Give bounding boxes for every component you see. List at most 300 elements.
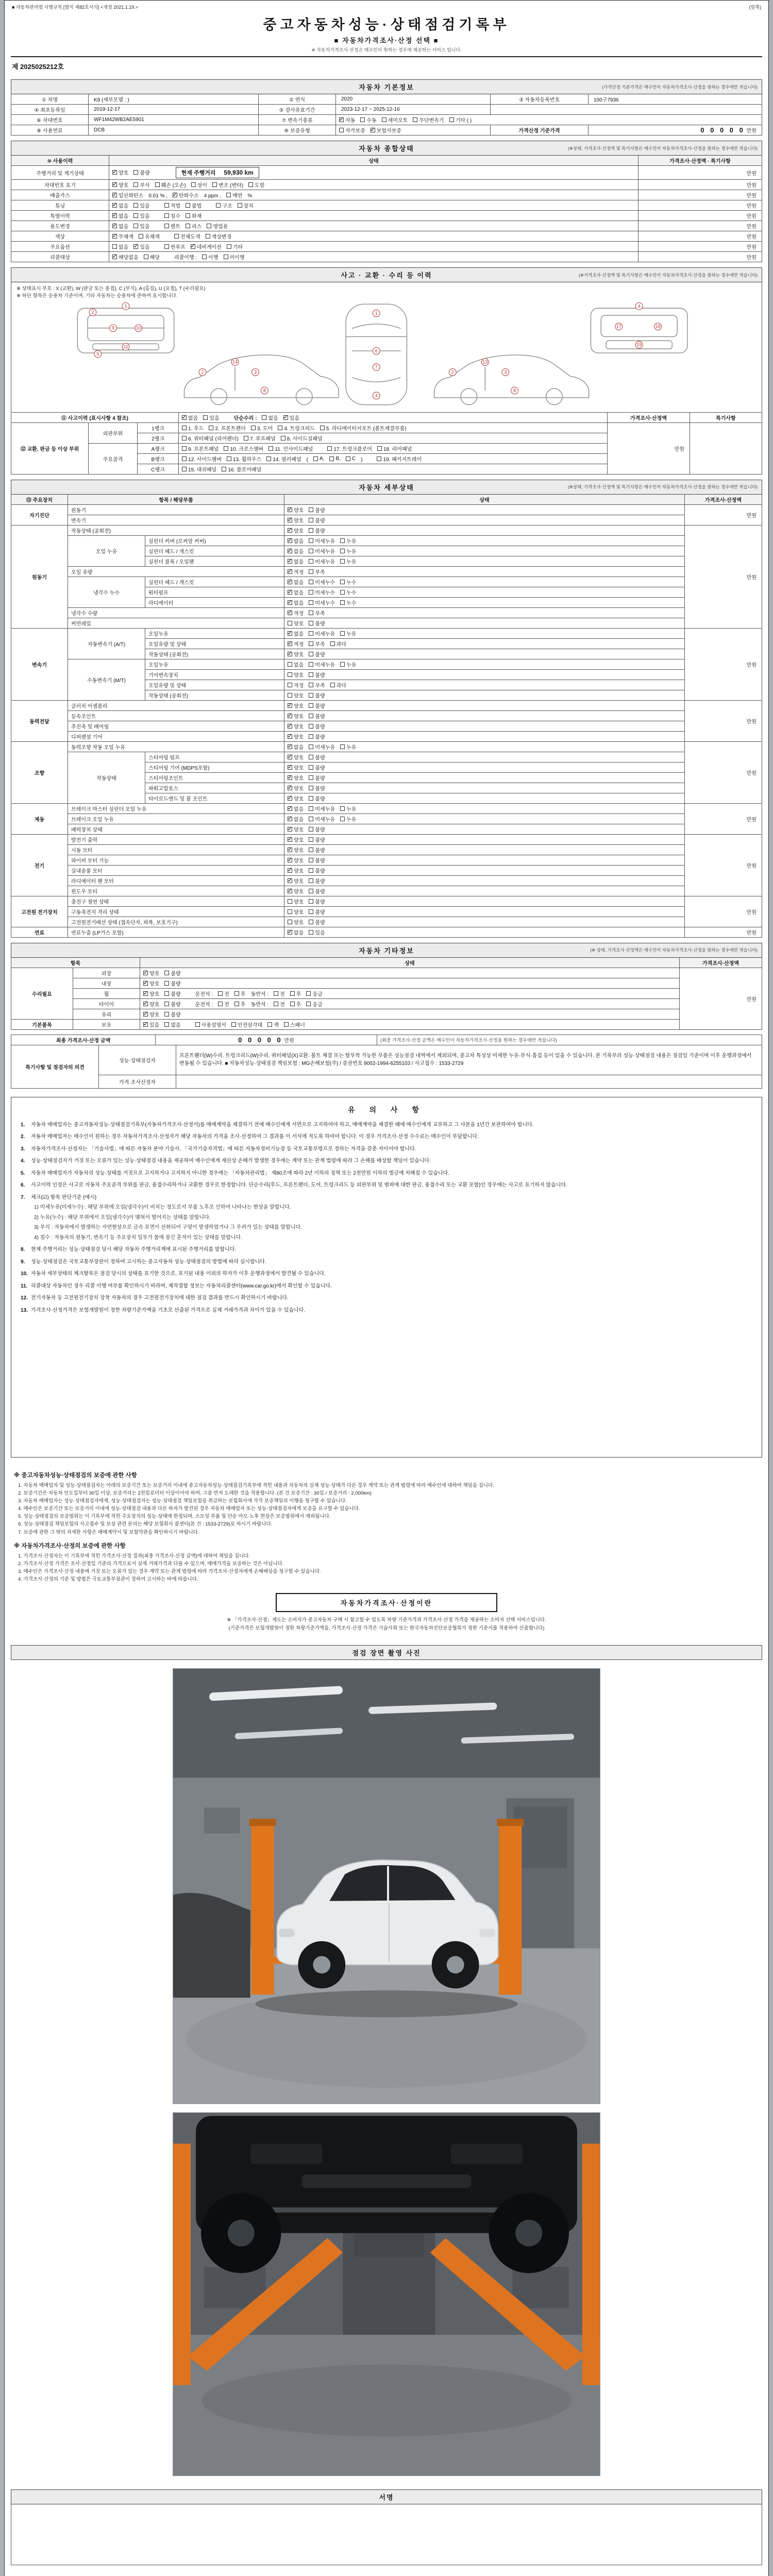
usage-item-label: 특별이력 bbox=[11, 211, 109, 221]
checkbox-option[interactable] bbox=[112, 181, 128, 189]
checkbox-option[interactable] bbox=[288, 702, 304, 709]
checkbox-label: 양호 bbox=[294, 920, 304, 926]
checkbox-option[interactable] bbox=[309, 506, 325, 514]
notice-item bbox=[21, 1194, 752, 1202]
notice-item bbox=[21, 1121, 752, 1129]
notice-item-number: 12. bbox=[21, 1295, 28, 1301]
checkbox-option[interactable] bbox=[182, 465, 216, 473]
checkbox-label: 수동 bbox=[366, 118, 377, 124]
checkbox-option[interactable] bbox=[339, 126, 365, 134]
usage-item-state bbox=[109, 221, 638, 231]
checkbox-option[interactable] bbox=[288, 527, 304, 534]
checkbox-option[interactable] bbox=[327, 445, 372, 452]
checkbox-option[interactable] bbox=[143, 969, 159, 977]
checkbox-option[interactable] bbox=[382, 116, 408, 124]
checkbox-option[interactable] bbox=[224, 253, 245, 261]
checkbox-option[interactable] bbox=[164, 1021, 180, 1028]
checkbox-option[interactable] bbox=[182, 414, 198, 421]
checkbox-option[interactable] bbox=[209, 424, 245, 432]
checkbox-option[interactable] bbox=[288, 753, 304, 761]
checkbox-option[interactable] bbox=[288, 794, 304, 802]
checkbox-option[interactable] bbox=[195, 1021, 226, 1028]
checkbox-label: 미세누유 bbox=[315, 538, 335, 545]
checkbox-option[interactable] bbox=[360, 116, 376, 124]
checkbox-option[interactable] bbox=[309, 568, 325, 575]
checkbox-option[interactable] bbox=[309, 691, 325, 699]
price-cell: 만원 bbox=[638, 190, 762, 200]
other-price-column-header: 가격조사·산정액 bbox=[680, 957, 762, 968]
checkbox-box bbox=[133, 224, 138, 228]
checkbox-option[interactable] bbox=[309, 743, 335, 751]
checkbox-option[interactable] bbox=[309, 578, 335, 586]
checkbox-option[interactable] bbox=[186, 201, 201, 209]
checkbox-option[interactable] bbox=[227, 243, 243, 250]
checkbox-option[interactable] bbox=[306, 1000, 322, 1008]
checkbox-option[interactable] bbox=[164, 1010, 180, 1018]
checkbox-label: 양호 bbox=[294, 868, 304, 874]
item-label: 작동상태 (공회전) bbox=[68, 525, 284, 535]
detail-row bbox=[11, 803, 762, 814]
checkbox-option[interactable] bbox=[288, 815, 304, 823]
checkbox-option[interactable] bbox=[309, 836, 325, 843]
rank-parts-state bbox=[179, 433, 608, 443]
checkbox-option[interactable] bbox=[413, 116, 444, 124]
checkbox-option[interactable] bbox=[133, 212, 149, 219]
checkbox-option[interactable] bbox=[164, 222, 180, 230]
checkbox-option[interactable] bbox=[133, 181, 149, 189]
checkbox-option[interactable] bbox=[288, 516, 304, 524]
checkbox-option[interactable] bbox=[288, 836, 304, 843]
checkbox-option[interactable] bbox=[226, 191, 242, 199]
checkbox-option[interactable] bbox=[313, 456, 324, 462]
checkbox-option[interactable] bbox=[309, 784, 325, 792]
checkbox-label: 양호 bbox=[149, 1012, 160, 1018]
other-item-state bbox=[140, 988, 680, 998]
checkbox-box bbox=[309, 507, 313, 512]
checkbox-option[interactable] bbox=[309, 609, 325, 617]
checkbox-option[interactable] bbox=[288, 846, 304, 854]
checkbox-option[interactable] bbox=[155, 181, 186, 189]
checkbox-option[interactable] bbox=[288, 588, 304, 596]
basic-items-label: 기본품목 bbox=[11, 1019, 73, 1029]
checkbox-box bbox=[288, 909, 292, 914]
checkbox-option[interactable] bbox=[309, 557, 335, 565]
checkbox-option[interactable] bbox=[278, 424, 314, 432]
checkbox-option[interactable] bbox=[329, 456, 340, 462]
checkbox-option[interactable] bbox=[309, 537, 335, 545]
checkbox-option[interactable] bbox=[143, 1000, 159, 1008]
checkbox-option[interactable] bbox=[288, 856, 304, 864]
checkbox-option[interactable] bbox=[133, 243, 149, 250]
checkbox-option[interactable] bbox=[306, 990, 322, 997]
final-price-unit: 만원 bbox=[284, 1038, 294, 1044]
checkbox-option[interactable] bbox=[309, 897, 325, 905]
checkbox-option[interactable] bbox=[231, 1021, 262, 1028]
checkbox-box bbox=[309, 621, 313, 625]
checkbox-option[interactable] bbox=[330, 640, 346, 648]
photos-area bbox=[11, 1668, 762, 2476]
item-label: 라디에이터 bbox=[145, 597, 284, 607]
checkbox-option[interactable] bbox=[340, 630, 356, 637]
form-page bbox=[4, 0, 769, 2576]
item-state bbox=[284, 844, 685, 855]
checkbox-option[interactable] bbox=[164, 1000, 180, 1008]
checkbox-option[interactable] bbox=[309, 815, 335, 823]
checkbox-option[interactable] bbox=[182, 424, 204, 432]
price-cell: 만원 bbox=[638, 221, 762, 231]
checkbox-box bbox=[360, 117, 365, 122]
rank-label: C랭크 bbox=[138, 464, 179, 474]
checkbox-option[interactable] bbox=[144, 253, 160, 261]
checkbox-label: 불량 bbox=[315, 848, 325, 854]
inspection-photo-underbody bbox=[173, 2112, 600, 2476]
checkbox-option[interactable] bbox=[340, 805, 356, 812]
checkbox-option[interactable] bbox=[340, 557, 356, 565]
checkbox-option[interactable] bbox=[309, 928, 325, 936]
checkbox-option[interactable] bbox=[309, 527, 325, 534]
item-label: 클러치 어셈블리 bbox=[68, 700, 284, 710]
checkbox-option[interactable] bbox=[340, 660, 356, 668]
checkbox-box bbox=[309, 734, 313, 739]
checkbox-option[interactable] bbox=[224, 445, 263, 452]
checkbox-label: 전 bbox=[224, 991, 229, 997]
checkbox-box bbox=[309, 518, 313, 522]
checkbox-box bbox=[112, 234, 117, 239]
checkbox-label: 스패너 bbox=[290, 1022, 305, 1028]
item-state bbox=[284, 546, 685, 556]
checkbox-option[interactable] bbox=[288, 743, 304, 751]
checkbox-label: 탄화수소 bbox=[179, 193, 199, 199]
checkbox-option[interactable] bbox=[309, 846, 325, 854]
checkbox-label: 양호 bbox=[294, 878, 304, 885]
notice-item-number: 2. bbox=[21, 1134, 25, 1140]
checkbox-option[interactable] bbox=[288, 609, 304, 617]
checkbox-option[interactable] bbox=[288, 537, 304, 545]
checkbox-option[interactable] bbox=[222, 465, 261, 473]
checkbox-option[interactable] bbox=[186, 222, 201, 230]
checkbox-option[interactable] bbox=[288, 722, 304, 730]
checkbox-option[interactable] bbox=[164, 969, 180, 977]
checkbox-option[interactable] bbox=[112, 243, 128, 250]
checkbox-option[interactable] bbox=[238, 201, 254, 209]
checkbox-option[interactable] bbox=[288, 805, 304, 812]
checkbox-option[interactable] bbox=[309, 887, 325, 895]
checkbox-option[interactable] bbox=[218, 1000, 229, 1008]
checkbox-option[interactable] bbox=[216, 201, 232, 209]
checkbox-option[interactable] bbox=[371, 126, 401, 134]
checkbox-option[interactable] bbox=[309, 681, 325, 689]
checkbox-option[interactable] bbox=[340, 537, 356, 545]
sub-group-label: 수동변속기 (M/T) bbox=[68, 659, 145, 700]
checkbox-option[interactable] bbox=[288, 650, 304, 658]
detail-row bbox=[11, 855, 762, 865]
usage-history-row bbox=[11, 190, 762, 200]
checkbox-option[interactable] bbox=[206, 232, 232, 240]
checkbox-label: 없음 bbox=[294, 580, 304, 586]
checkbox-option[interactable] bbox=[330, 681, 346, 689]
checkbox-option[interactable] bbox=[309, 619, 325, 627]
checkbox-option[interactable] bbox=[309, 908, 325, 916]
checkbox-option[interactable] bbox=[309, 877, 325, 885]
checkbox-option[interactable] bbox=[309, 722, 325, 730]
checkbox-box bbox=[112, 255, 117, 259]
basic-items-sub-label: 보유 bbox=[73, 1019, 140, 1029]
checkbox-box bbox=[186, 224, 190, 228]
checkbox-option[interactable] bbox=[309, 774, 325, 782]
current-mileage-box bbox=[176, 167, 259, 178]
checkbox-box bbox=[309, 909, 313, 914]
checkbox-option[interactable] bbox=[309, 599, 335, 606]
checkbox-option[interactable] bbox=[164, 243, 186, 250]
checkbox-option[interactable] bbox=[262, 414, 278, 421]
checkbox-option[interactable] bbox=[288, 599, 304, 606]
checkbox-label: 없음 bbox=[188, 415, 198, 421]
checkbox-option[interactable] bbox=[340, 599, 356, 606]
checkbox-option[interactable] bbox=[288, 557, 304, 565]
checkbox-option[interactable] bbox=[290, 1000, 301, 1008]
checkbox-option[interactable] bbox=[182, 455, 222, 463]
checkbox-option[interactable] bbox=[309, 640, 325, 648]
checkbox-option[interactable] bbox=[212, 181, 243, 189]
checkbox-option[interactable] bbox=[274, 990, 285, 997]
checkbox-option[interactable] bbox=[346, 456, 356, 462]
svg-text:1: 1 bbox=[375, 310, 378, 316]
checkbox-label: 무단변속기 bbox=[419, 118, 444, 124]
checkbox-option[interactable] bbox=[340, 743, 356, 751]
checkbox-box bbox=[216, 203, 221, 208]
checkbox-option[interactable] bbox=[309, 650, 325, 658]
checkbox-option[interactable] bbox=[267, 1021, 279, 1028]
checkbox-option[interactable] bbox=[309, 867, 325, 874]
state-text: 0.01 % , bbox=[148, 193, 168, 199]
checkbox-option[interactable] bbox=[227, 455, 261, 463]
checkbox-option[interactable] bbox=[112, 201, 128, 209]
checkbox-label: 응급 bbox=[312, 1002, 323, 1008]
checkbox-option[interactable] bbox=[309, 794, 325, 802]
checkbox-option[interactable] bbox=[251, 424, 273, 432]
checkbox-option[interactable] bbox=[309, 825, 325, 833]
checkbox-option[interactable] bbox=[309, 516, 325, 524]
checkbox-option[interactable] bbox=[143, 979, 159, 987]
checkbox-option[interactable] bbox=[164, 990, 180, 997]
checkbox-option[interactable] bbox=[288, 691, 304, 699]
checkbox-option[interactable] bbox=[133, 201, 149, 209]
checkbox-option[interactable] bbox=[288, 908, 304, 916]
checkbox-label: 썬루프 bbox=[170, 245, 186, 250]
checkbox-option[interactable] bbox=[112, 212, 128, 219]
appraisal-definition-box: 자동차가격조사·산정이란 bbox=[276, 1593, 497, 1612]
checkbox-option[interactable] bbox=[309, 856, 325, 864]
price-cell: 만원 bbox=[685, 525, 762, 628]
checkbox-option[interactable] bbox=[164, 212, 180, 219]
checkbox-option[interactable] bbox=[244, 434, 276, 442]
item-label: 실린더 커버 (로커암 커버) bbox=[145, 535, 284, 546]
checkbox-option[interactable] bbox=[133, 222, 149, 230]
checkbox-option[interactable] bbox=[288, 733, 304, 740]
checkbox-option[interactable] bbox=[288, 681, 304, 689]
checkbox-option[interactable] bbox=[266, 455, 301, 463]
checkbox-box bbox=[309, 848, 313, 852]
checkbox-option[interactable] bbox=[288, 928, 304, 936]
checkbox-option[interactable] bbox=[309, 764, 325, 771]
checkbox-option[interactable] bbox=[288, 897, 304, 905]
checkbox-option[interactable] bbox=[133, 168, 149, 176]
detail-row bbox=[11, 834, 762, 844]
checkbox-option[interactable] bbox=[339, 116, 355, 124]
checkbox-option[interactable] bbox=[290, 990, 301, 997]
appraisal-warranty-list bbox=[14, 1552, 759, 1584]
item-state bbox=[284, 793, 685, 803]
checkbox-box bbox=[309, 806, 313, 811]
checkbox-option[interactable] bbox=[449, 116, 472, 124]
checkbox-box bbox=[164, 244, 169, 249]
device-label: 자기진단 bbox=[11, 504, 68, 525]
checkbox-option[interactable] bbox=[309, 671, 325, 679]
checkbox-option[interactable] bbox=[288, 568, 304, 575]
checkbox-option[interactable] bbox=[186, 212, 201, 219]
checkbox-box bbox=[112, 244, 117, 249]
checkbox-option[interactable] bbox=[173, 191, 199, 199]
checkbox-option[interactable] bbox=[288, 660, 304, 668]
checkbox-option[interactable] bbox=[309, 630, 335, 637]
checkbox-option[interactable] bbox=[112, 222, 128, 230]
checkbox-option[interactable] bbox=[288, 774, 304, 782]
checkbox-option[interactable] bbox=[203, 414, 219, 421]
checkbox-option[interactable] bbox=[309, 712, 325, 720]
checkbox-option[interactable] bbox=[309, 702, 325, 709]
checkbox-option[interactable] bbox=[340, 815, 356, 823]
checkbox-option[interactable] bbox=[191, 243, 222, 250]
checkbox-option[interactable] bbox=[309, 733, 325, 740]
checkbox-option[interactable] bbox=[218, 990, 229, 997]
checkbox-option[interactable] bbox=[164, 201, 180, 209]
item-label: 원동기 bbox=[68, 504, 284, 515]
checkbox-label: 양호 bbox=[294, 507, 304, 514]
section-final-price bbox=[11, 1035, 762, 1089]
checkbox-option[interactable] bbox=[268, 445, 313, 452]
item-label: 등속조인트 bbox=[68, 710, 284, 721]
price-cell: 만원 bbox=[685, 834, 762, 896]
checkbox-option[interactable] bbox=[309, 805, 335, 812]
checkbox-option[interactable] bbox=[288, 506, 304, 514]
checkbox-label: 양호 bbox=[294, 848, 304, 854]
item-state bbox=[284, 927, 685, 937]
checkbox-label: 불량 bbox=[315, 724, 325, 730]
checkbox-label: 응급 bbox=[312, 991, 323, 997]
checkbox-option[interactable] bbox=[340, 547, 356, 555]
checkbox-option[interactable] bbox=[288, 671, 304, 679]
appraisal-warranty-head: ※ 자동차가격조사·산정의 보증에 관한 사항 bbox=[14, 1543, 126, 1549]
checkbox-box bbox=[218, 991, 223, 996]
checkbox-option[interactable] bbox=[288, 640, 304, 648]
checkbox-box bbox=[164, 1022, 169, 1027]
checkbox-option[interactable] bbox=[234, 990, 246, 997]
checkbox-option[interactable] bbox=[377, 455, 422, 463]
checkbox-box bbox=[288, 765, 292, 770]
other-info-row bbox=[11, 968, 762, 978]
checkbox-option[interactable] bbox=[288, 877, 304, 885]
checkbox-option[interactable] bbox=[377, 445, 412, 452]
checkbox-option[interactable] bbox=[340, 588, 356, 596]
checkbox-option[interactable] bbox=[288, 867, 304, 874]
checkbox-option[interactable] bbox=[274, 1000, 285, 1008]
checkbox-option[interactable] bbox=[112, 191, 143, 199]
checkbox-option[interactable] bbox=[234, 1000, 246, 1008]
checkbox-option[interactable] bbox=[288, 918, 304, 926]
checkbox-box bbox=[340, 559, 345, 564]
checkbox-option[interactable] bbox=[288, 712, 304, 720]
checkbox-box bbox=[288, 817, 292, 821]
checkbox-option[interactable] bbox=[288, 547, 304, 555]
checkbox-option[interactable] bbox=[288, 578, 304, 586]
checkbox-option[interactable] bbox=[309, 753, 325, 761]
notice-item bbox=[21, 1270, 752, 1278]
base-price-value bbox=[589, 125, 762, 135]
other-info-header bbox=[11, 943, 762, 958]
checkbox-box bbox=[203, 415, 208, 420]
checkbox-box bbox=[313, 456, 318, 461]
checkbox-label: 누유 bbox=[346, 538, 357, 545]
checkbox-option[interactable] bbox=[320, 424, 407, 432]
checkbox-box bbox=[309, 631, 313, 636]
checkbox-option[interactable] bbox=[288, 784, 304, 792]
price-cell: 만원 bbox=[638, 252, 762, 262]
checkbox-option[interactable] bbox=[143, 1010, 159, 1018]
checkbox-option[interactable] bbox=[283, 414, 299, 421]
checkbox-option[interactable] bbox=[139, 232, 160, 240]
checkbox-box bbox=[182, 456, 187, 461]
checkbox-box bbox=[274, 1002, 278, 1006]
checkbox-option[interactable] bbox=[281, 434, 323, 442]
checkbox-option[interactable] bbox=[182, 445, 219, 452]
checkbox-box bbox=[288, 631, 292, 636]
checkbox-option[interactable] bbox=[288, 764, 304, 771]
checkbox-option[interactable] bbox=[309, 918, 325, 926]
checkbox-option[interactable] bbox=[309, 588, 335, 596]
checkbox-option[interactable] bbox=[164, 979, 180, 987]
checkbox-option[interactable] bbox=[288, 887, 304, 895]
checkbox-option[interactable] bbox=[143, 1021, 159, 1028]
checkbox-option[interactable] bbox=[207, 222, 228, 230]
checkbox-option[interactable] bbox=[143, 990, 159, 997]
checkbox-option[interactable] bbox=[202, 253, 218, 261]
checkbox-box bbox=[309, 652, 313, 656]
checkbox-option[interactable] bbox=[191, 181, 207, 189]
checkbox-label: 누유 bbox=[346, 549, 357, 555]
checkbox-option[interactable] bbox=[288, 630, 304, 637]
checkbox-option[interactable] bbox=[288, 619, 304, 627]
checkbox-box bbox=[330, 683, 335, 687]
checkbox-option[interactable] bbox=[112, 253, 139, 261]
checkbox-option[interactable] bbox=[182, 434, 239, 442]
checkbox-option[interactable] bbox=[284, 1021, 305, 1028]
checkbox-option[interactable] bbox=[112, 232, 133, 240]
checkbox-label: 14. 필러패널 bbox=[273, 456, 301, 463]
checkbox-option[interactable] bbox=[112, 168, 128, 176]
item-label: 발전기 출력 bbox=[68, 834, 284, 844]
checkbox-option[interactable] bbox=[288, 825, 304, 833]
checkbox-option[interactable] bbox=[340, 578, 356, 586]
notice-item-number: 13. bbox=[21, 1307, 28, 1313]
checkbox-option[interactable] bbox=[309, 660, 335, 668]
checkbox-box bbox=[309, 930, 313, 935]
svg-text:3: 3 bbox=[504, 369, 507, 375]
checkbox-option[interactable] bbox=[248, 181, 264, 189]
checkbox-box bbox=[133, 213, 138, 218]
checkbox-option[interactable] bbox=[174, 232, 200, 240]
signature-field[interactable] bbox=[11, 2504, 762, 2565]
checkbox-option[interactable] bbox=[309, 547, 335, 555]
